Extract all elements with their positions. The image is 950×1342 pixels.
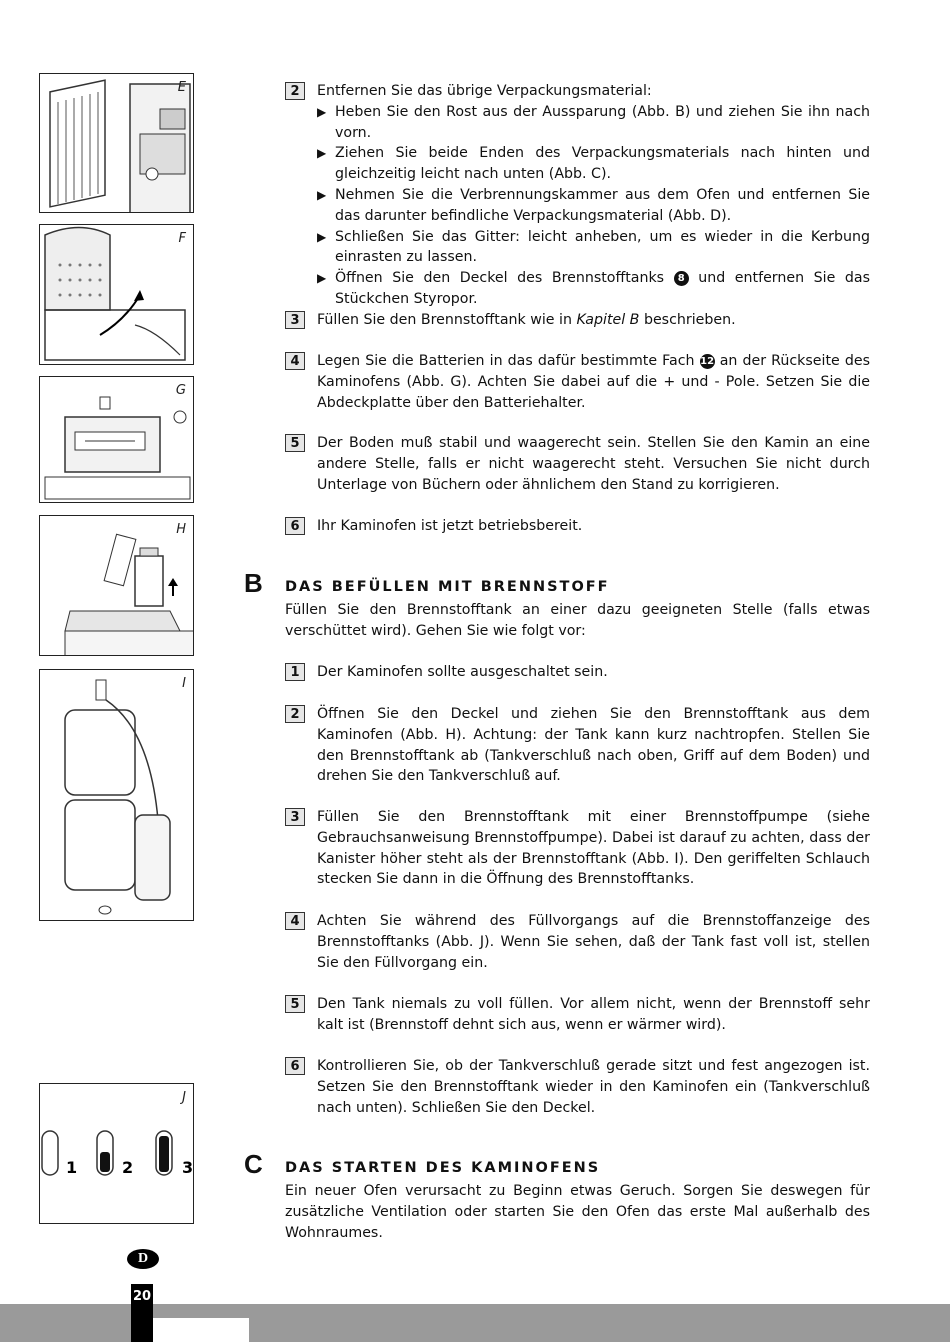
section-intro-c: Ein neuer Ofen verursacht zu Beginn etwas Geruch. Sorgen Sie deswegen für zusätzliche Ventilation oder starten Sie den Ofen das erste Mal außerhalb des Wohnraumes. xyxy=(285,1183,870,1241)
step-number: 6 xyxy=(285,1057,305,1075)
figure-label: J xyxy=(182,1090,186,1105)
section-intro-b: Füllen Sie den Brennstofftank an einer dazu geeigneten Stelle (falls etwas verschüttet wird). Gehen Sie wie folgt vor: xyxy=(285,602,870,639)
step-number: 2 xyxy=(285,82,305,100)
step-b-1 xyxy=(285,662,870,683)
figure-g xyxy=(39,376,194,503)
step-number: 3 xyxy=(285,311,305,329)
step-b-4 xyxy=(285,911,870,973)
step-number: 6 xyxy=(285,517,305,535)
step-text: Legen Sie die Batterien in das dafür bestimmte Fach 12 an der Rückseite des Kaminofens (Abb. G). Achten Sie dabei auf die + und - Pole. Setzen Sie die Abdeckplatte über den Batteriehalter. xyxy=(317,353,870,411)
step-text: Der Kaminofen sollte ausgeschaltet sein. xyxy=(317,664,608,680)
figure-label: G xyxy=(175,383,186,398)
step-text: Ihr Kaminofen ist jetzt betriebsbereit. xyxy=(317,518,583,534)
step-number: 4 xyxy=(285,352,305,370)
step-text: Den Tank niemals zu voll füllen. Vor allem nicht, wenn der Brennstoff sehr kalt ist (Brennstoff dehnt sich aus, wenn er wärmer wird). xyxy=(317,996,870,1033)
language-badge: D xyxy=(127,1249,159,1269)
figure-f xyxy=(39,224,194,365)
step-text: Füllen Sie den Brennstofftank mit einer Brennstoffpumpe (siehe Gebrauchsanweisung Brennstoffpumpe). Dabei ist darauf zu achten, dass der Kanister höher steht als der Brennstofftank (Abb. I). Den geriffelten Schlauch stecken Sie dann in die Öffnung des Brennstofftanks. xyxy=(317,809,870,888)
figure-label: I xyxy=(182,676,186,691)
bullet-item: ▶ Nehmen Sie die Verbrennungskammer aus dem Ofen und entfernen Sie das darunter befindliche Verpackungsmaterial (Abb. D). xyxy=(317,186,870,224)
page-number: 20 xyxy=(132,1289,152,1304)
gauge-label-3: 3 xyxy=(182,1158,194,1177)
footer-white-strip xyxy=(153,1318,249,1342)
step-b-3 xyxy=(285,807,870,890)
gauge-label-1: 1 xyxy=(66,1158,78,1177)
tank-removal-illustration xyxy=(40,516,194,656)
bullet-item: ▶ Öffnen Sie den Deckel des Brennstofftanks 8 und entfernen Sie das Stückchen Styropor. xyxy=(317,270,871,307)
bullet-item: ▶ Heben Sie den Rost aus der Aussparung (Abb. B) und ziehen Sie ihn nach vorn. xyxy=(317,103,870,141)
step-number: 2 xyxy=(285,705,305,723)
arrow-right-icon: ▶ xyxy=(317,229,327,244)
heater-grille-illustration xyxy=(40,74,194,213)
step-b-6 xyxy=(285,1056,870,1118)
arrow-right-icon: ▶ xyxy=(317,104,327,119)
figure-i xyxy=(39,669,194,921)
figure-label: H xyxy=(176,522,186,537)
step-intro-2 xyxy=(285,81,870,310)
step-intro-6 xyxy=(285,516,870,537)
figure-h xyxy=(39,515,194,656)
step-number: 5 xyxy=(285,434,305,452)
step-intro-4 xyxy=(285,351,870,413)
bullet-item: ▶ Ziehen Sie beide Enden des Verpackungsmaterials nach hinten und gleichzeitig leicht nach unten (Abb. C). xyxy=(317,145,870,183)
step-text: Entfernen Sie das übrige Verpackungsmaterial: xyxy=(317,83,652,99)
step-text: Achten Sie während des Füllvorgangs auf die Brennstoffanzeige des Brennstofftanks (Abb. J). Wenn Sie sehen, daß der Tank fast voll ist, stellen Sie den Füllvorgang ein. xyxy=(317,913,870,971)
step-b-2 xyxy=(285,704,870,787)
step-intro-5 xyxy=(285,433,870,495)
step-text: Füllen Sie den Brennstofftank wie in Kapitel B beschrieben. xyxy=(317,312,736,328)
gauge-label-2: 2 xyxy=(122,1158,134,1177)
step-number: 3 xyxy=(285,808,305,826)
step-number: 5 xyxy=(285,995,305,1013)
section-heading-c: DAS STARTEN DES KAMINOFENS xyxy=(285,1160,601,1176)
arrow-right-icon: ▶ xyxy=(317,146,327,161)
arrow-right-icon: ▶ xyxy=(317,271,327,286)
part-reference-badge: 8 xyxy=(674,271,689,286)
part-reference-badge: 12 xyxy=(700,355,715,367)
gauge-empty xyxy=(42,1131,58,1175)
bullet-list xyxy=(317,102,870,310)
step-number: 4 xyxy=(285,912,305,930)
step-text: Der Boden muß stabil und waagerecht sein. Stellen Sie den Kamin an eine andere Stelle, falls er nicht waagerecht steht. Versuchen Sie nicht durch Unterlage von Büchern oder ähnlichem den Stand zu korrigieren. xyxy=(317,435,870,493)
fuel-pump-illustration xyxy=(40,670,194,921)
figure-label: F xyxy=(178,231,186,246)
step-text: Kontrollieren Sie, ob der Tankverschluß gerade sitzt und fest angezogen ist. Setzen Sie den Brennstofftank wieder in den Kaminofen ein (Tankverschluß nach unten). Schließen Sie den Deckel. xyxy=(317,1058,870,1116)
figure-j xyxy=(39,1083,194,1224)
step-number: 1 xyxy=(285,663,305,681)
section-letter-c: C xyxy=(244,1149,263,1179)
burner-chamber-illustration xyxy=(40,225,194,365)
arrow-right-icon: ▶ xyxy=(317,187,327,202)
section-heading-b: DAS BEFÜLLEN MIT BRENNSTOFF xyxy=(285,579,610,595)
figure-label: E xyxy=(177,80,186,95)
battery-compartment-illustration xyxy=(40,377,194,503)
step-text: Öffnen Sie den Deckel und ziehen Sie den Brennstofftank aus dem Kaminofen (Abb. H). Achtung: der Tank kann kurz nachtropfen. Stellen Sie den Brennstofftank ab (Tankverschluß nach oben, Griff auf dem Boden) und drehen Sie den Tankverschluß auf. xyxy=(317,706,870,785)
section-letter-b: B xyxy=(244,568,263,598)
figure-e xyxy=(39,73,194,213)
step-intro-3 xyxy=(285,310,870,331)
step-b-5 xyxy=(285,994,870,1036)
bullet-item: ▶ Schließen Sie das Gitter: leicht anheben, um es wieder in die Kerbung einrasten zu lassen. xyxy=(317,228,870,266)
fuel-gauge-illustration xyxy=(40,1084,194,1224)
